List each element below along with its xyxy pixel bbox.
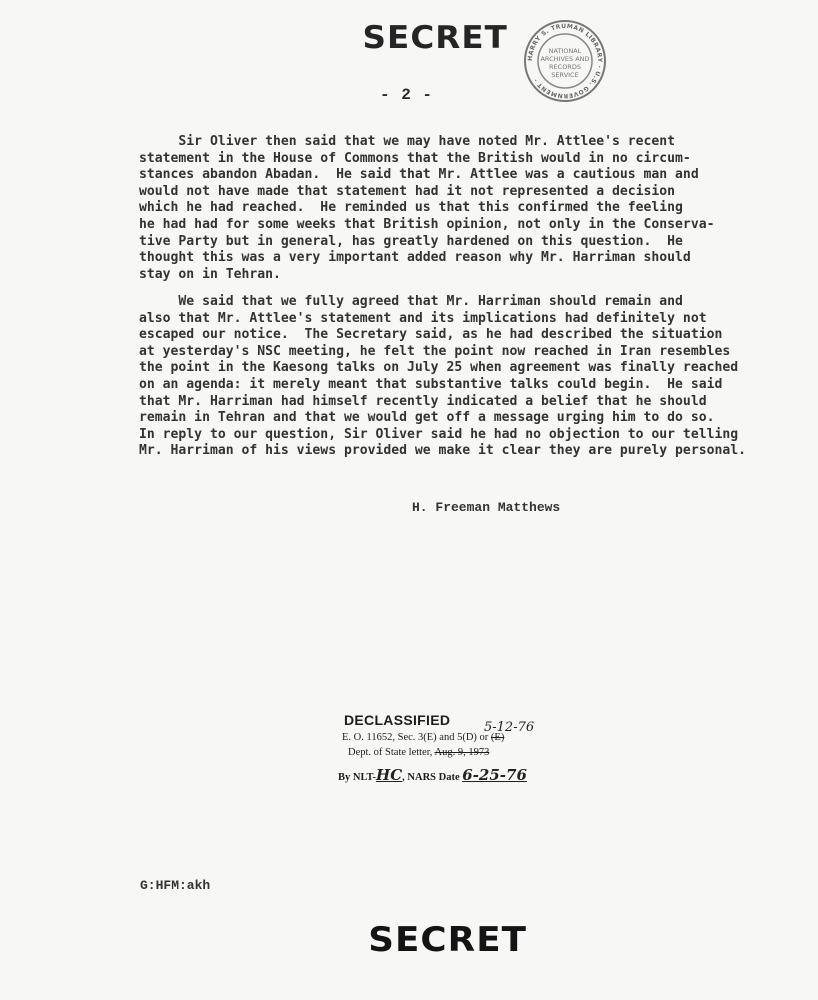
paragraph-2: We said that we fully agreed that Mr. Harriman should remain and also that Mr. Attlee's statement and its implications had definitely not escaped our notice. The Secretary said, as he had described the situation at yesterday's NSC meeting, he felt the point now reached in Iran resembles the point in the Kaesong talks on July 25 when agreement was finally reached on an agenda: it merely meant that substantive talks could begin. He said that Mr. Harriman had himself recently indicated a belief that he should remain in Tehran and that we would get off a message urging him to do so. In reply to our question, Sir Oliver said he had no objection to our telling Mr. Harriman of his views provided we make it clear they are purely personal. <box>139 294 746 459</box>
letter-line-struck: Aug. 9, 1973 <box>434 747 490 758</box>
svg-text:HARRY S. TRUMAN LIBRARY · U.S.: HARRY S. TRUMAN LIBRARY · U.S. GOVERNMENT · <box>526 22 604 100</box>
by-initials: HC <box>376 766 403 784</box>
archives-seal-icon <box>522 18 608 104</box>
by-prefix: By NLT- <box>338 772 377 783</box>
handwritten-letter-date: 5-12-76 <box>484 720 535 735</box>
letter-line-text: Dept. of State letter, <box>348 747 435 758</box>
secret-stamp-top: SECRET <box>362 20 508 56</box>
nars-label: , NARS Date <box>402 772 460 783</box>
paragraph-1: Sir Oliver then said that we may have noted Mr. Attlee's recent statement in the House of Commons that the British would in no circum- stances abandon Abadan. He said that Mr. Attlee was a cautious man and would not have made that statement had it not represented a decision which he had reached. He reminded us that this confirmed the feeling he had had for some weeks that British opinion, not only in the Conserva- tive Party but in general, has greatly hardened on this question. He thought this was a very important added reason why Mr. Harriman should stay on in Tehran. <box>139 134 715 282</box>
eo-line-struck: (E) <box>490 732 505 743</box>
svg-text:RECORDS: RECORDS <box>549 63 581 71</box>
by-line <box>338 766 598 784</box>
eo-line-text: E. O. 11652, Sec. 3(E) and 5(D) or <box>342 732 491 743</box>
svg-text:ARCHIVES AND: ARCHIVES AND <box>540 55 590 63</box>
page-number: - 2 - <box>380 86 434 104</box>
svg-text:SERVICE: SERVICE <box>551 71 579 79</box>
declassification-stamp <box>338 712 598 784</box>
eo-line <box>342 732 598 743</box>
letter-line <box>348 747 598 758</box>
signature-name: H. Freeman Matthews <box>412 500 561 515</box>
nars-date: 6-25-76 <box>462 766 527 784</box>
reference-initials: G:HFM:akh <box>140 878 211 893</box>
declassified-heading: DECLASSIFIED <box>344 712 451 728</box>
svg-text:NATIONAL: NATIONAL <box>548 47 582 55</box>
secret-stamp-bottom: SECRET <box>368 920 528 960</box>
